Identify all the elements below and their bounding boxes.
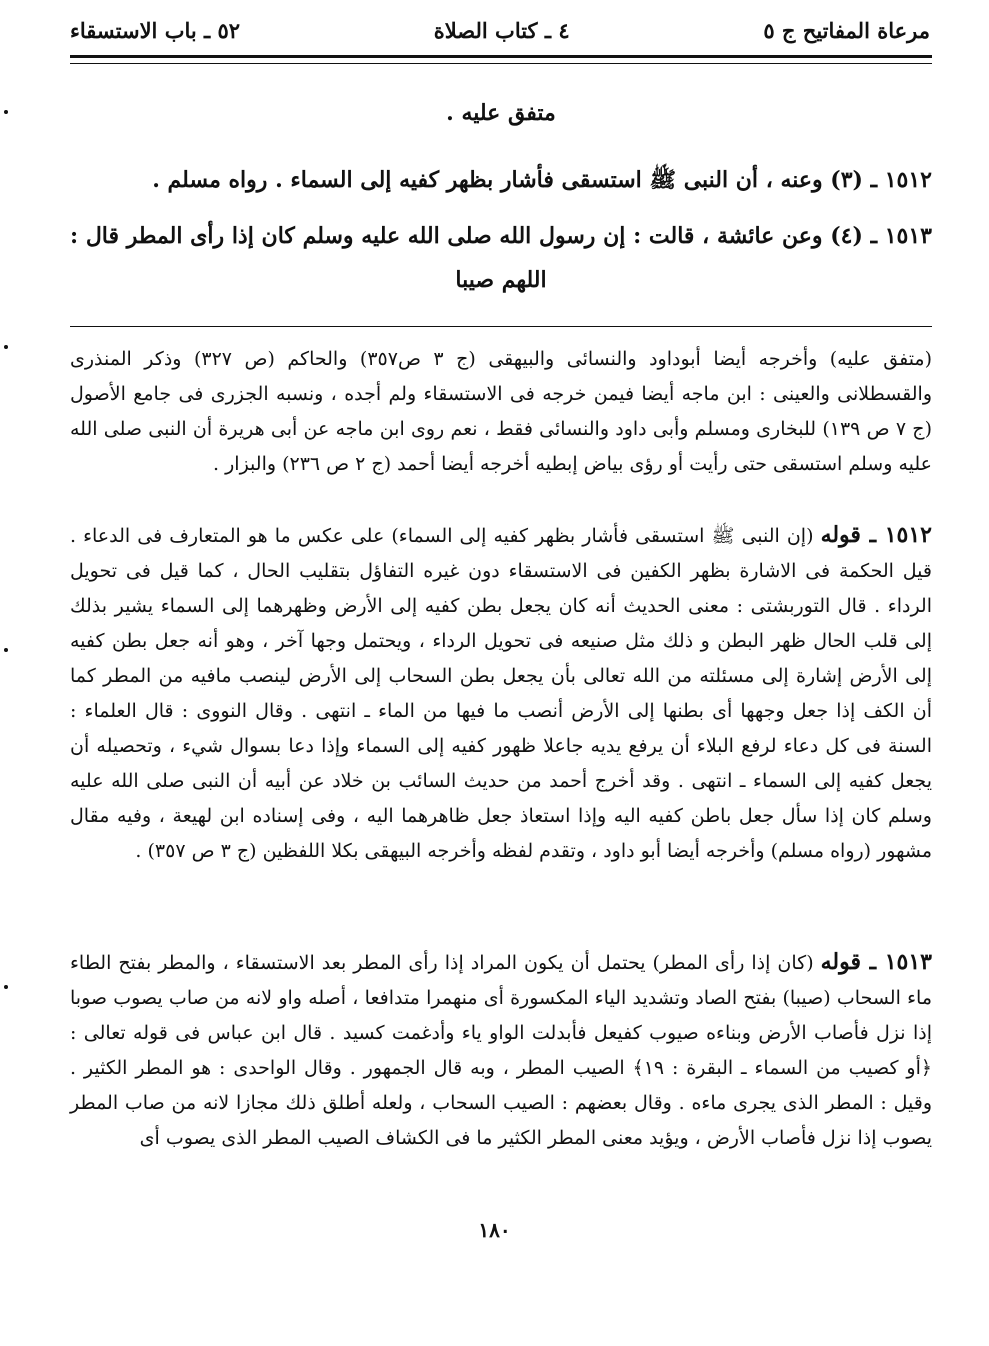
commentary-note-2-lead: ١٥١٢ ـ قوله (820, 522, 932, 548)
running-header (70, 10, 930, 50)
page-number: ١٨٠ (478, 1218, 511, 1242)
hadith-1512: ١٥١٢ ـ (٣) وعنه ، أن النبى ﷺ استسقى فأشار بظهر كفيه إلى السماء . رواه مسلم . (152, 167, 932, 193)
header-book-title: مرعاة المفاتيح ج ٥ (763, 17, 930, 43)
main-heading: متفق عليه . (446, 100, 556, 126)
margin-mark (4, 985, 8, 989)
commentary-note-2-body: (إن النبى ﷺ استسقى فأشار بظهر كفيه إلى السماء) على عكس ما هو المتعارف فى الدعاء . قيل الحكمة فى الاشارة بظهر الكفين فى الاستسقاء دون غيره التفاؤل بتقليب الحال ، كما قيل فى تحويل الرداء . قال التوربشتى : معنى الحديث أنه كان يجعل بطن كفيه إلى الأرض وظهرهما إلى السماء يشير بذلك إلى قلب الحال ظهر البطن و ذلك مثل صنيعه فى تحويل الرداء ، ويحتمل وجها آخر ، وهو أنه جعل بطن كفيه إلى الأرض إشارة إلى مسئلته من الله تعالى بأن يجعل بطن السحاب إلى الأرض لينصب مافيه من المطر كما أن الكف إذا جعل وجهها أى بطنها إلى الأرض أنصب ما فيها من الماء ـ انتهى . وقال النووى : قال العلماء : السنة فى كل دعاء لرفع البلاء أن يرفع يديه جاعلا ظهور كفيه إلى السماء وإذا دعا بسوال شيء ، وتحصيله أن يجعل كفيه إلى السماء ـ انتهى . وقد أخرج أحمد من حديث السائب بن خلاد عن أبيه أن النبى صلى الله عليه وسلم كان إذا سأل جعل باطن كفيه اليه وإذا استعاذ جعل ظاهرهما اليه ، وفى إسناده ابن لهيعة ، وفيه مقال مشهور (رواه مسلم) وأخرجه أيضا أبو داود ، وتقدم لفظه وأخرجه البيهقى بكلا اللفظين (ج ٣ ص ٣٥٧) . (70, 525, 932, 862)
commentary-note-3-body: (كان إذا رأى المطر) يحتمل أن يكون المراد إذا رأى المطر بعد الاستسقاء ، والمطر بفتح الطاء ماء السحاب (صيبا) بفتح الصاد وتشديد الياء المكسورة أى منهمرا متدافعا ، أصله واو لانه من صاب يصوب صوبا إذا نزل فأصاب الأرض وبناءه صيوب كفيعل فأبدلت الواو ياء وأدغمت كسيد . قال ابن عباس فى قوله تعالى : ﴿أو كصيب من السماء ـ البقرة : ١٩﴾ الصيب المطر ، وبه قال الجمهور . وقال الواحدى : هو المطر الكثير . وقيل : المطر الذى يجرى ماءه . وقال بعضهم : الصيب السحاب ، ولعله أطلق ذلك مجازا لانه من صاب المطر يصوب إذا نزل فأصاب الأرض ، ويؤيد معنى المطر الكثير ما فى الكشاف الصيب المطر الذى يصوب أى (70, 952, 932, 1149)
commentary-note-2 (70, 518, 932, 869)
header-chapter: ٤ ـ كتاب الصلاة (433, 17, 570, 43)
commentary-note-3-lead: ١٥١٣ ـ قوله (820, 949, 932, 975)
header-section: ٥٢ ـ باب الاستسقاء (70, 17, 241, 43)
commentary-note-1: (متفق عليه) وأخرجه أيضا أبوداود والنسائى والبيهقى (ج ٣ ص٣٥٧) والحاكم (ص ٣٢٧) وذكر المنذرى والقسطلانى والعينى : ابن ماجه أيضا فيمن خرجه فى الاستسقاء ولم أجده ، ونسبه الجزرى فى جامع الأصول (ج ٧ ص ١٣٩) للبخارى ومسلم وأبى داود والنسائى فقط ، نعم روى ابن ماجه عن أبى هريرة أن النبى صلى الله عليه وسلم استسقى حتى رأيت أو رؤى بياض إبطيه أخرجه أيضا أحمد (ج ٢ ص ٢٣٦) والبزار . (70, 348, 933, 475)
header-rule-thin (70, 63, 932, 64)
margin-mark (4, 648, 8, 652)
hadith-1513: ١٥١٣ ـ (٤) وعن عائشة ، قالت : إن رسول الله صلى الله عليه وسلم كان إذا رأى المطر قال : اللهم صيبا (70, 223, 932, 293)
commentary-note-3 (70, 945, 932, 1156)
margin-mark (4, 345, 8, 349)
header-rule (70, 55, 932, 58)
margin-mark (4, 110, 8, 114)
text-commentary-divider (70, 326, 932, 327)
